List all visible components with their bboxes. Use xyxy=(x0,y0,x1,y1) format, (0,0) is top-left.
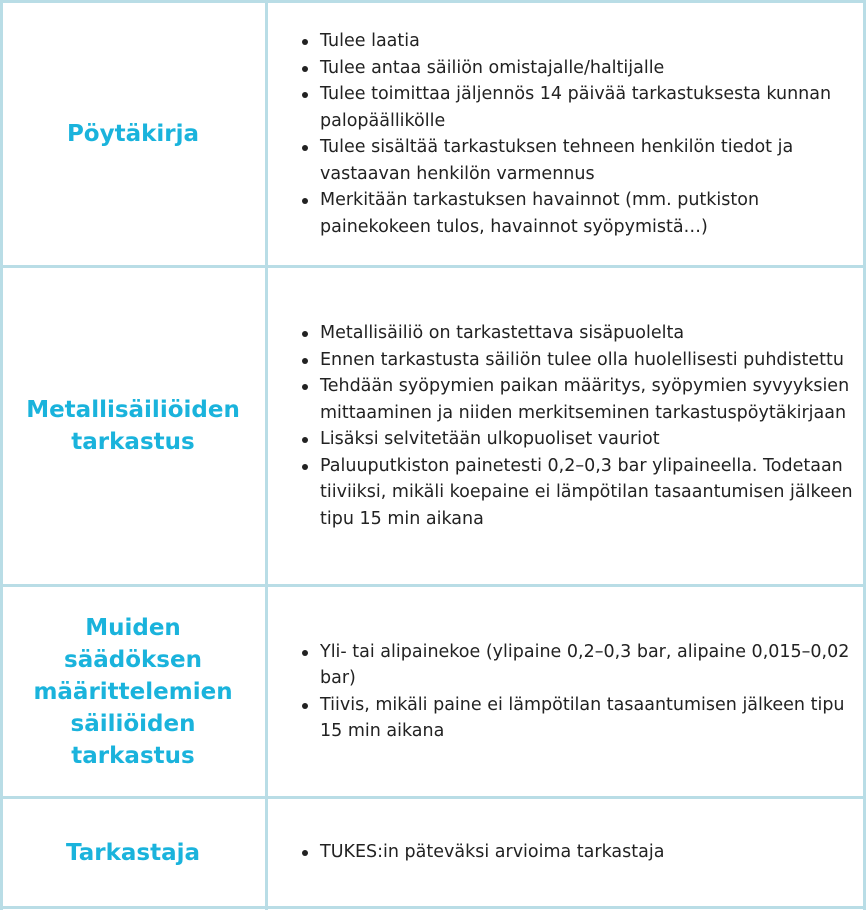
row-content-poytakirja xyxy=(268,3,864,265)
list-item: Lisäksi selvitetään ulkopuoliset vauriot xyxy=(320,426,864,453)
list-item: Tulee laatia xyxy=(320,28,864,55)
list-item: Tehdään syöpymien paikan määritys, syöpymien syvyyksien mittaaminen ja niiden merkitseminen tarkastuspöytäkirjaan xyxy=(320,373,864,426)
list-item: Tulee antaa säiliön omistajalle/haltijalle xyxy=(320,55,864,82)
bullet-list xyxy=(268,839,664,866)
list-item: Metallisäiliö on tarkastettava sisäpuolelta xyxy=(320,320,864,347)
row-content-muiden-sailioiden-tarkastus xyxy=(268,587,864,796)
row-label-muiden-sailioiden-tarkastus: Muiden säädöksen määrittelemien säiliöiden tarkastus xyxy=(33,614,233,769)
list-item: TUKES:in päteväksi arvioima tarkastaja xyxy=(320,839,664,866)
list-item: Merkitään tarkastuksen havainnot (mm. putkiston painekokeen tulos, havainnot syöpymistä…) xyxy=(320,187,864,240)
bullet-list xyxy=(268,28,864,240)
row-label-tarkastaja: Tarkastaja xyxy=(65,839,200,866)
row-label-poytakirja: Pöytäkirja xyxy=(66,121,200,147)
list-item: Tiivis, mikäli paine ei lämpötilan tasaantumisen jälkeen tipu 15 min aikana xyxy=(320,692,864,745)
bullet-list xyxy=(268,320,864,532)
list-item: Tulee sisältää tarkastuksen tehneen henkilön tiedot ja vastaavan henkilön varmennus xyxy=(320,134,864,187)
table-border-bottom xyxy=(0,906,866,909)
list-item: Tulee toimittaa jäljennös 14 päivää tarkastuksesta kunnan palopäällikölle xyxy=(320,81,864,134)
row-label-metallisailioiden-tarkastus: Metallisäiliöiden tarkastus xyxy=(26,397,240,455)
list-item: Ennen tarkastusta säiliön tulee olla huolellisesti puhdistettu xyxy=(320,347,864,374)
list-item: Paluuputkiston painetesti 0,2–0,3 bar ylipaineella. Todetaan tiiviiksi, mikäli koepaine ei lämpötilan tasaantumisen jälkeen tipu 15 min aikana xyxy=(320,453,864,533)
row-content-metallisailioiden-tarkastus xyxy=(268,268,864,584)
row-content-tarkastaja xyxy=(268,799,864,906)
list-item: Yli- tai alipainekoe (ylipaine 0,2–0,3 bar, alipaine 0,015–0,02 bar) xyxy=(320,639,864,692)
bullet-list xyxy=(268,639,864,745)
